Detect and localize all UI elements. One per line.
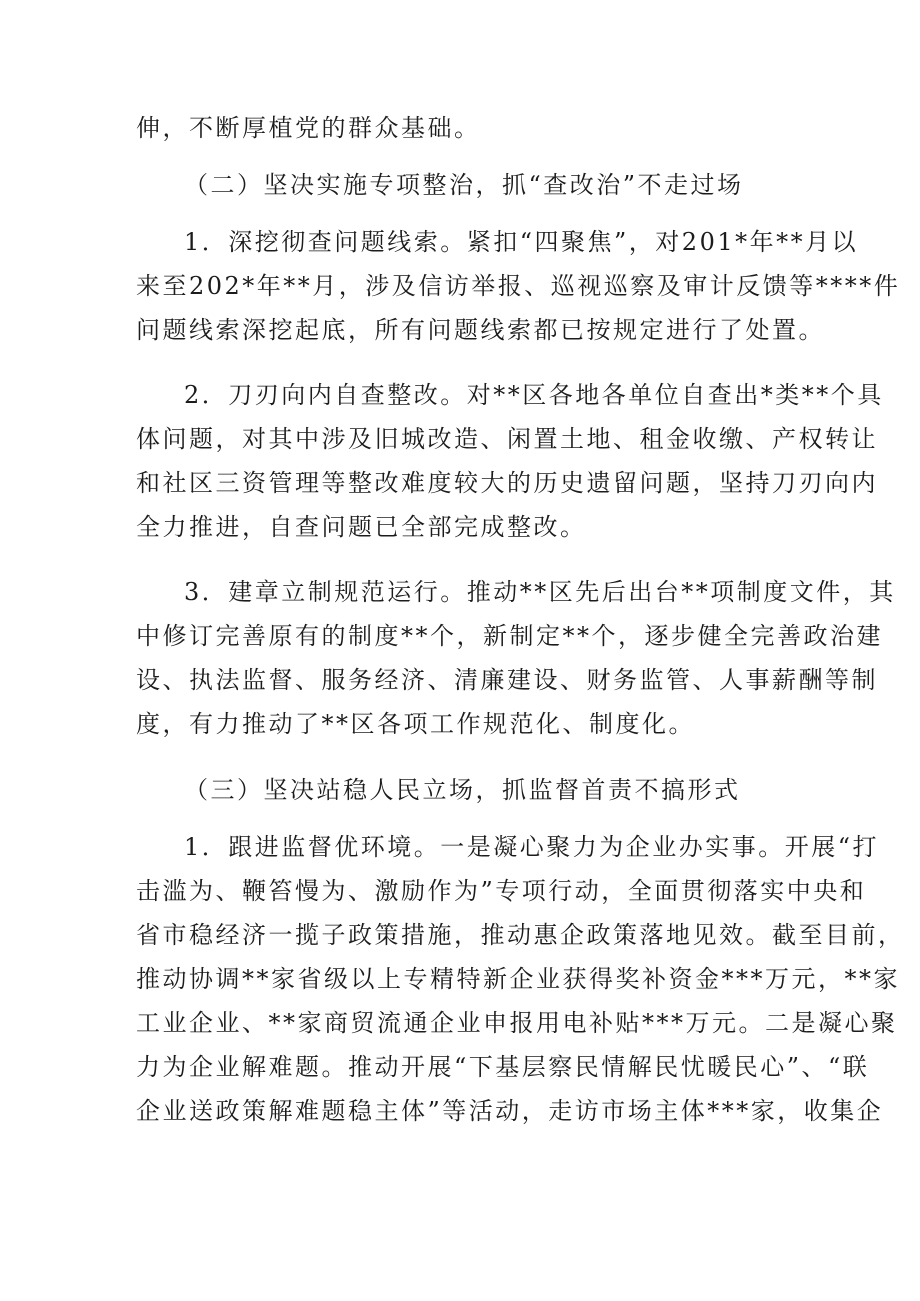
paragraph-line: 来至202*年**月，涉及信访举报、巡视巡察及审计反馈等****件	[136, 272, 901, 300]
paragraph-line: 省市稳经济一揽子政策措施，推动惠企政策落地见效。截至目前，	[136, 921, 905, 949]
paragraph-line: 1．跟进监督优环境。一是凝心聚力为企业办实事。开展“打	[184, 833, 880, 861]
section-heading-3: （三）坚决站稳人民立场，抓监督首责不搞形式	[184, 776, 741, 804]
paragraph-line: 全力推进，自查问题已全部完成整改。	[136, 513, 587, 541]
paragraph-line: 击滥为、鞭笞慢为、激励作为”专项行动，全面贯彻落实中央和	[136, 877, 867, 905]
paragraph-line: 问题线索深挖起底，所有问题线索都已按规定进行了处置。	[136, 316, 825, 344]
paragraph-line: 中修订完善原有的制度**个，新制定**个，逐步健全完善政治建	[136, 622, 883, 650]
paragraph-line: 力为企业解难题。推动开展“下基层察民情解民忧暖民心”、“联	[136, 1053, 870, 1081]
section-heading-2: （二）坚决实施专项整治，抓“查改治”不走过场	[184, 171, 744, 199]
paragraph-line: 和社区三资管理等整改难度较大的历史遗留问题，坚持刀刃向内	[136, 469, 878, 497]
paragraph-line: 度，有力推动了**区各项工作规范化、制度化。	[136, 710, 695, 738]
paragraph-line: 1．深挖彻查问题线索。紧扣“四聚焦”，对201*年**月以	[184, 228, 859, 256]
paragraph-line: 体问题，对其中涉及旧城改造、闲置土地、租金收缴、产权转让	[136, 425, 878, 453]
paragraph-line: 企业送政策解难题稳主体”等活动，走访市场主体***家，收集企	[136, 1097, 884, 1125]
paragraph-line: 工业企业、**家商贸流通企业申报用电补贴***万元。二是凝心聚	[136, 1009, 898, 1037]
text-line-1: 伸，不断厚植党的群众基础。	[136, 114, 481, 142]
paragraph-line: 设、执法监督、服务经济、清廉建设、财务监管、人事薪酬等制	[136, 666, 878, 694]
paragraph-line: 2．刀刃向内自查整改。对**区各地各单位自查出*类**个具	[184, 381, 884, 409]
paragraph-line: 3．建章立制规范运行。推动**区先后出台**项制度文件，其	[184, 578, 896, 606]
paragraph-line: 推动协调**家省级以上专精特新企业获得奖补资金***万元，**家	[136, 965, 900, 993]
